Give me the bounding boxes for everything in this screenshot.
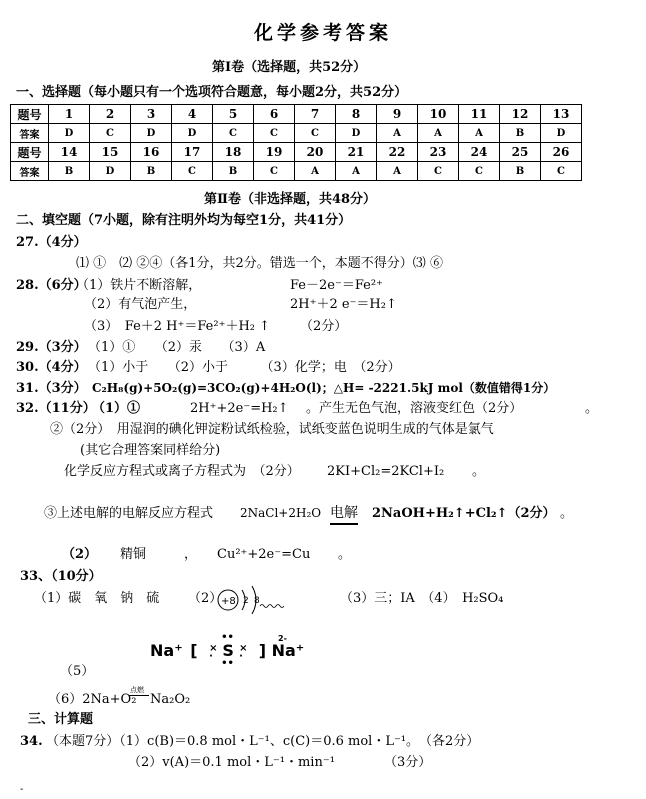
table-cell: D <box>90 162 131 181</box>
table-cell: C <box>254 124 295 143</box>
table-cell: 1 <box>49 105 90 124</box>
q32-line1-b: 。产生无色气泡，溶液变红色（2分） <box>306 401 523 416</box>
table-cell: C <box>541 162 582 181</box>
elec-left-ion: Na⁺ <box>150 641 183 660</box>
table-cell: 4 <box>172 105 213 124</box>
q33-number: 33、（10分） <box>20 569 102 584</box>
table-cell: D <box>336 124 377 143</box>
page-footer-mark: - <box>20 784 24 795</box>
table-cell: A <box>377 124 418 143</box>
q27-answer: ⑴ ① ⑵ ②④（各1分，共2分。错选一个，本题不得分）⑶ ⑥ <box>76 256 443 271</box>
answer-table <box>10 104 582 181</box>
q28-line2-equation: 2H⁺＋2 e⁻＝H₂↑ <box>290 297 397 312</box>
table-cell: 18 <box>213 143 254 162</box>
q33-line1-b: （2） <box>188 591 223 606</box>
table-row <box>11 105 582 124</box>
label-num: 题号 <box>11 105 49 124</box>
table-row <box>11 124 582 143</box>
table-cell: 26 <box>541 143 582 162</box>
table-cell: 10 <box>418 105 459 124</box>
table-cell: C <box>459 162 500 181</box>
electron-dots-icon: •• <box>221 632 234 643</box>
table-cell: 16 <box>131 143 172 162</box>
table-cell: 17 <box>172 143 213 162</box>
table-cell: D <box>131 124 172 143</box>
q32-line2: ②（2分） 用湿润的碘化钾淀粉试纸检验，试纸变蓝色说明生成的气体是氯气 <box>50 422 494 437</box>
table-cell: 3 <box>131 105 172 124</box>
na2s-electron-dot-formula <box>150 632 305 669</box>
q28-line3-score: （2分） <box>300 319 348 334</box>
table-cell: 19 <box>254 143 295 162</box>
table-cell: 8 <box>336 105 377 124</box>
q30-answer: （1）小于 （2）小于 （3）化学；电 （2分） <box>88 360 401 375</box>
q31-number: 31.（3分） <box>16 381 87 396</box>
table-cell: C <box>172 162 213 181</box>
q28-line1: （1）铁片不断溶解， <box>76 278 202 293</box>
table-cell: 20 <box>295 143 336 162</box>
atom-shell-1-electrons: 2 <box>243 596 249 606</box>
table-cell: C <box>90 124 131 143</box>
table-row <box>11 162 582 181</box>
label-ans: 答案 <box>11 162 49 181</box>
q32-line1-equation: 2H⁺+2e⁻=H₂↑ <box>190 401 289 416</box>
table-cell: B <box>131 162 172 181</box>
table-cell: 7 <box>295 105 336 124</box>
table-cell: A <box>459 124 500 143</box>
q32-line5-reactants: 2NaCl+2H₂O <box>240 506 322 520</box>
q32-line4: 化学反应方程式或离子方程式为 （2分） <box>64 464 300 479</box>
part1-header: 第Ⅰ卷（选择题，共52分） <box>212 60 367 75</box>
electron-dots-icon: · <box>209 651 213 662</box>
table-cell: A <box>418 124 459 143</box>
table-cell: B <box>500 162 541 181</box>
elec-sulfur: S <box>222 641 234 660</box>
q33-line6-product: Na₂O₂ <box>150 692 191 707</box>
elec-sulfur-group <box>203 632 253 669</box>
elec-right-ion: Na⁺ <box>271 641 305 660</box>
q31-answer: C₂H₈(g)+5O₂(g)=3CO₂(g)+4H₂O(l)；△H= -2221.5kJ mol（数值错得1分） <box>92 381 556 395</box>
table-row <box>11 143 582 162</box>
q32-line6-num: （2） <box>62 547 98 562</box>
atom-nucleus-label: +8 <box>221 596 236 607</box>
q32-line5-products: 2NaOH+H₂↑+Cl₂↑（2分） <box>372 506 556 521</box>
table-cell: 21 <box>336 143 377 162</box>
part2-header: 第Ⅱ卷（非选择题，共48分） <box>204 192 377 207</box>
table-cell: 6 <box>254 105 295 124</box>
q32-line6-b: ， <box>184 547 198 562</box>
table-cell: 9 <box>377 105 418 124</box>
q28-line2: （2）有气泡产生， <box>84 297 197 312</box>
elec-right-bracket: ] <box>258 641 266 660</box>
q32-line4-equation: 2KI+Cl₂=2KCl+I₂ <box>327 464 445 479</box>
elec-left-bracket: [ <box>190 641 198 660</box>
q33-line1-c: （3）三；ⅠA （4） H₂SO₄ <box>340 591 504 606</box>
electron-dots-icon: × <box>209 643 218 654</box>
table-cell: 11 <box>459 105 500 124</box>
q29-number: 29.（3分） <box>16 340 87 355</box>
table-cell: 13 <box>541 105 582 124</box>
electron-dots-icon: × <box>239 643 248 654</box>
q32-line5-end: 。 <box>560 506 574 521</box>
table-cell: C <box>254 162 295 181</box>
q34-line1: （本题7分）（1）c(B)＝0.8 mol・L⁻¹、c(C)＝0.6 mol・L⁻¹。 （各2分） <box>46 734 480 749</box>
q33-line6-condition: 点燃 <box>130 686 144 694</box>
q32-line4-end: 。 <box>472 464 486 479</box>
q32-line5: ③上述电解的电解反应方程式 <box>44 506 214 521</box>
q34-line2: （2）v(A)＝0.1 mol・L⁻¹・min⁻¹ <box>128 755 335 770</box>
table-cell: 14 <box>49 143 90 162</box>
page-title: 化学参考答案 <box>253 22 392 44</box>
table-cell: D <box>541 124 582 143</box>
table-cell: 15 <box>90 143 131 162</box>
table-cell: 2 <box>90 105 131 124</box>
q32-line1-a: （1）① <box>92 401 141 416</box>
q32-line6-a: 精铜 <box>120 547 147 562</box>
table-cell: A <box>377 162 418 181</box>
q34-line2-score: （3分） <box>384 755 432 770</box>
q28-number: 28.（6分） <box>16 278 87 293</box>
section2-title: 二、填空题（7小题，除有注明外均为每空1分，共41分） <box>16 213 352 228</box>
q33-line6: （6）2Na+O₂ <box>48 692 137 707</box>
electron-dots-icon: •• <box>221 658 234 669</box>
table-cell: A <box>336 162 377 181</box>
table-cell: 25 <box>500 143 541 162</box>
table-cell: B <box>500 124 541 143</box>
section1-title: 一、选择题（每小题只有一个选项符合题意，每小题2分，共52分） <box>16 85 408 100</box>
q32-line1-end: 。 <box>585 401 599 416</box>
table-cell: B <box>49 162 90 181</box>
q34-number: 34. <box>20 734 43 749</box>
table-cell: D <box>172 124 213 143</box>
oxygen-atom-structure-diagram <box>216 582 288 618</box>
table-cell: C <box>213 124 254 143</box>
table-cell: 23 <box>418 143 459 162</box>
table-cell: A <box>295 162 336 181</box>
wavy-line-icon <box>260 605 284 608</box>
table-cell: 5 <box>213 105 254 124</box>
q28-line1-equation: Fe－2e⁻＝Fe²⁺ <box>290 278 383 293</box>
reaction-arrow-line <box>129 695 149 696</box>
table-cell: 24 <box>459 143 500 162</box>
q33-line5: （5） <box>60 664 95 679</box>
table-cell: 22 <box>377 143 418 162</box>
elec-charge: 2- <box>278 634 287 643</box>
q32-line3: (其它合理答案同样给分) <box>80 443 221 458</box>
q29-answer: （1）① （2）汞 （3）A <box>88 340 266 355</box>
q32-number: 32.（11分） <box>16 401 96 416</box>
table-cell: B <box>213 162 254 181</box>
label-ans: 答案 <box>11 124 49 143</box>
q28-line3: （3） Fe＋2 H⁺＝Fe²⁺＋H₂ ↑ <box>84 319 271 334</box>
table-cell: C <box>295 124 336 143</box>
q27-number: 27.（4分） <box>16 235 87 250</box>
label-num: 题号 <box>11 143 49 162</box>
atom-shell-2-electrons: 8 <box>254 596 260 606</box>
table-cell: 12 <box>500 105 541 124</box>
q30-number: 30.（4分） <box>16 360 87 375</box>
q32-line6-end: 。 <box>338 547 352 562</box>
table-cell: D <box>49 124 90 143</box>
section3-title: 三、计算题 <box>28 712 94 727</box>
q32-line6-equation: Cu²⁺+2e⁻=Cu <box>217 547 311 562</box>
q32-line5-condition: 电解 <box>330 506 358 525</box>
electron-dots-icon: · <box>239 651 243 662</box>
table-cell: C <box>418 162 459 181</box>
q33-line1: （1）碳 氧 钠 硫 <box>34 591 160 606</box>
